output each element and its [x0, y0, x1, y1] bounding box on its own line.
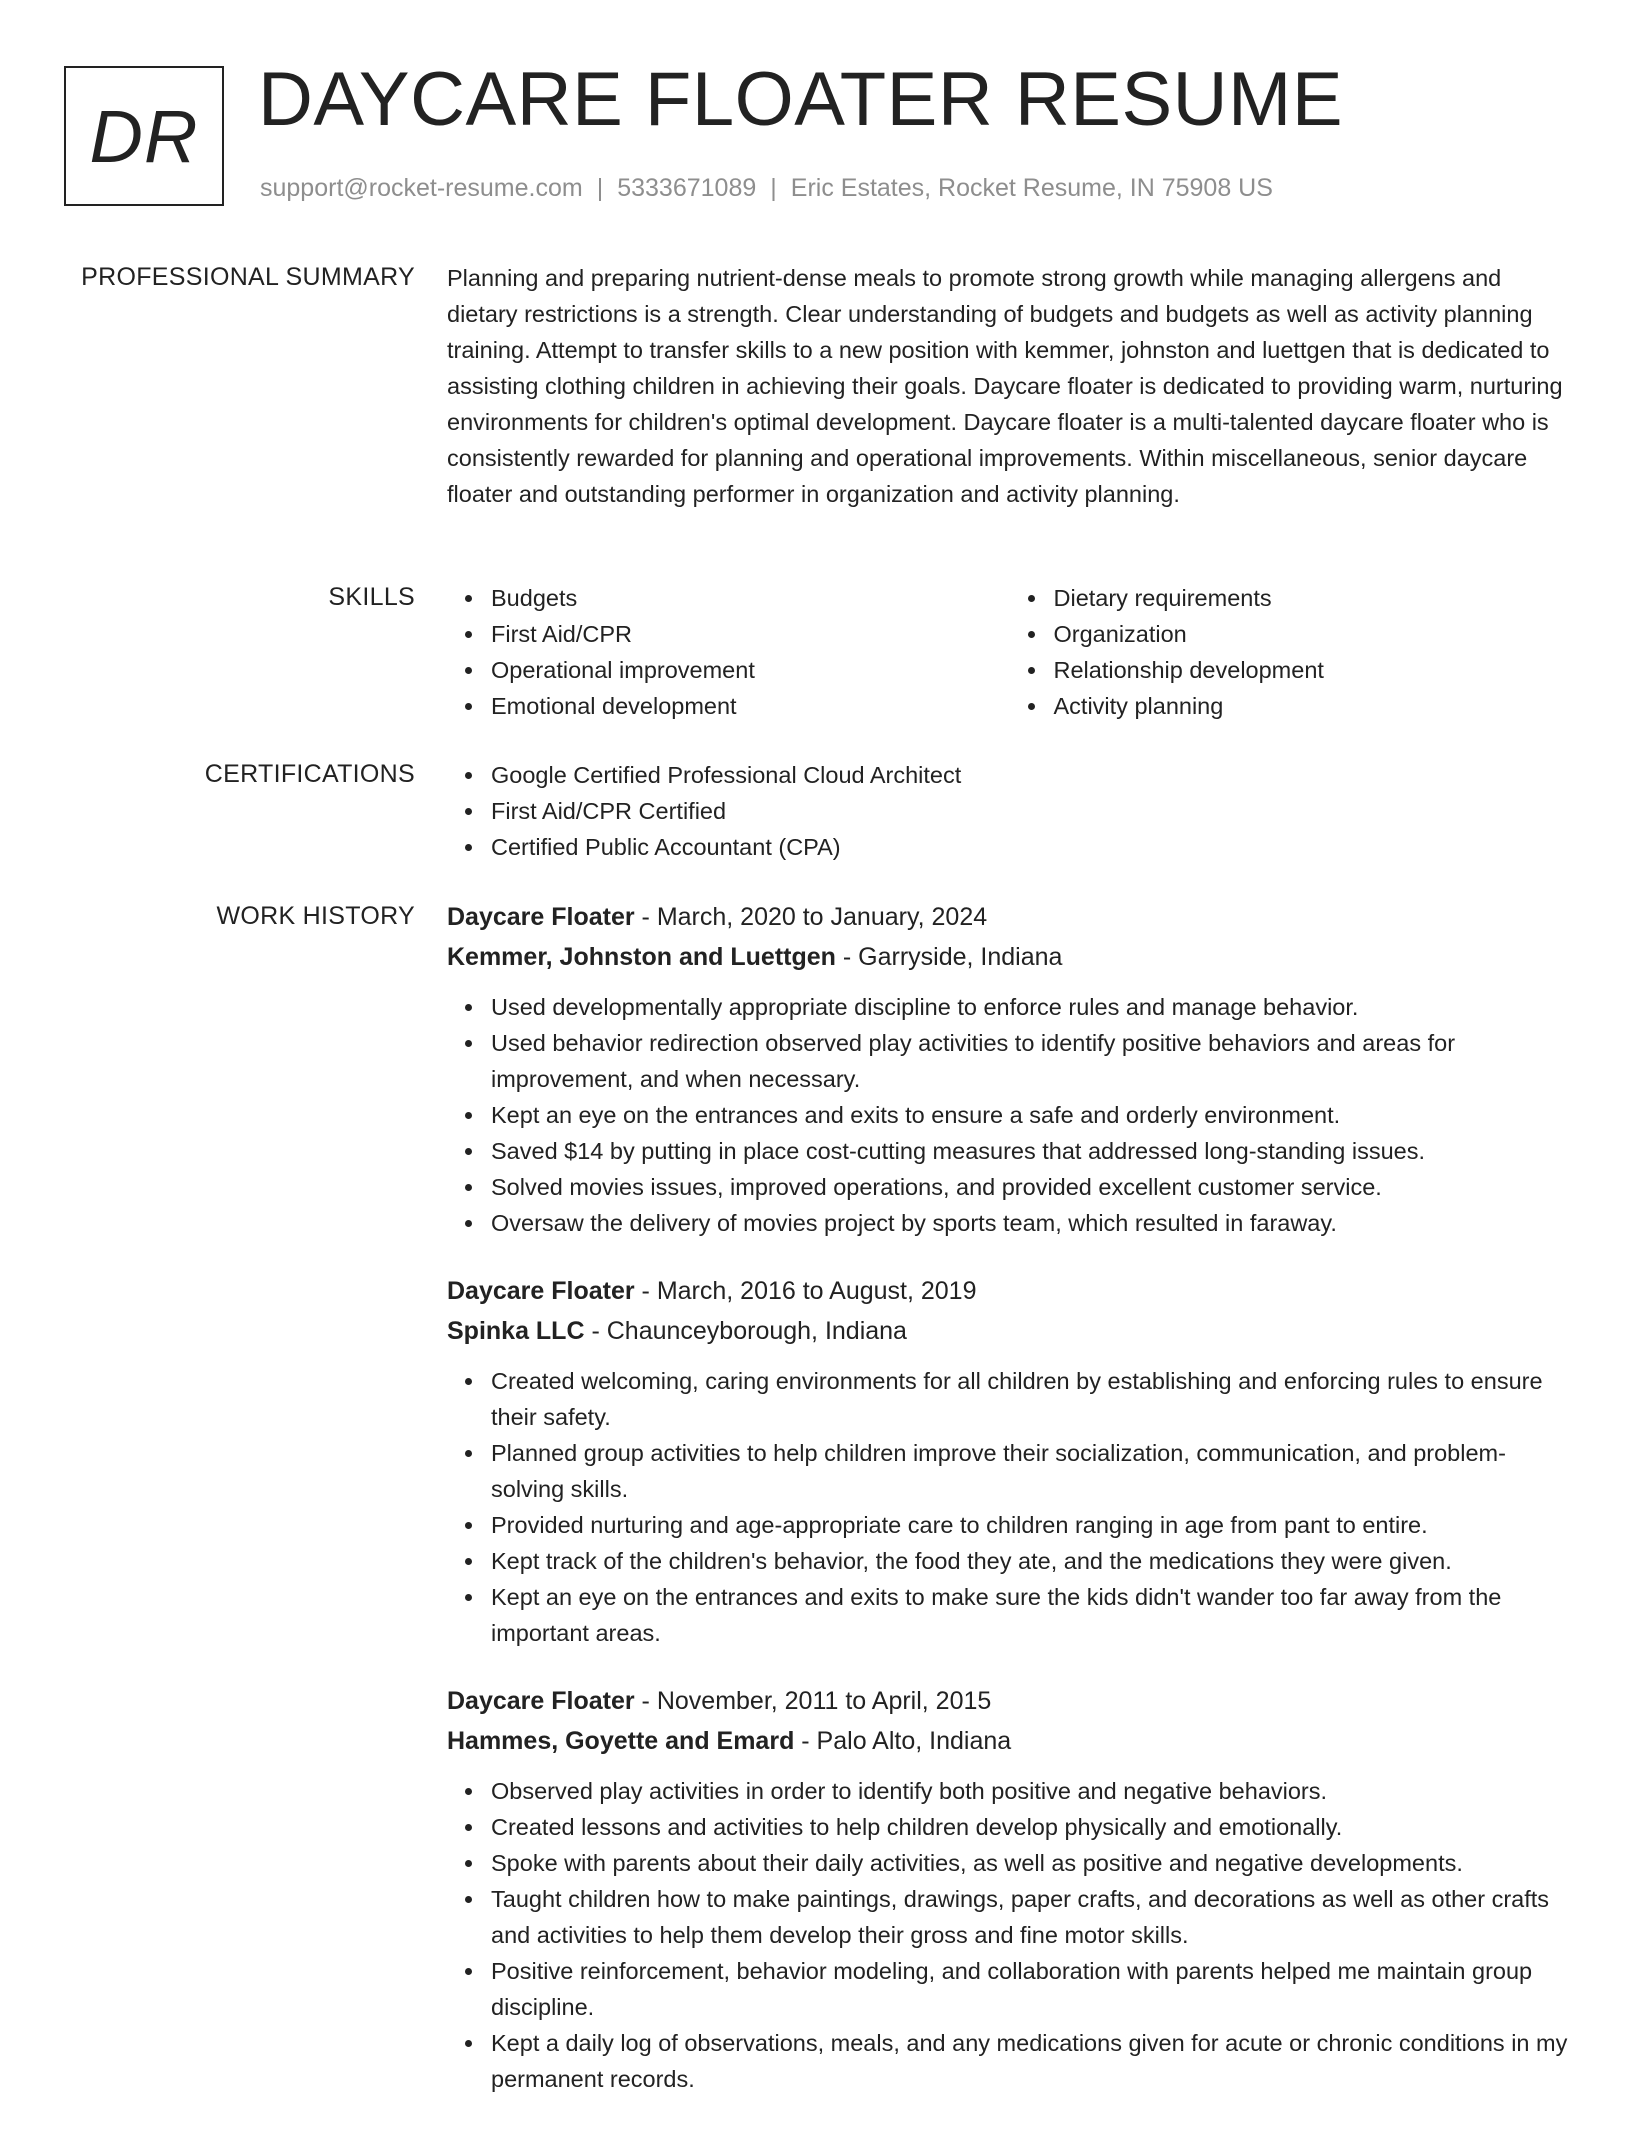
work-history-body [447, 899, 1572, 2129]
resume-title: DAYCARE FLOATER RESUME [258, 57, 1344, 142]
skill-item: Organization [1054, 616, 1573, 652]
job-location: - Garryside, Indiana [835, 943, 1063, 971]
job-bullets [447, 989, 1572, 1241]
skill-item: Budgets [491, 580, 1010, 616]
certifications-list [447, 757, 1572, 865]
contact-line [260, 174, 1273, 203]
certification-item: First Aid/CPR Certified [491, 793, 1572, 829]
job-bullet: Created welcoming, caring environments for all children by establishing and enforcing rules to ensure their safety. [491, 1363, 1572, 1435]
job-dates: - November, 2011 to April, 2015 [634, 1687, 992, 1715]
job-bullet: Kept track of the children's behavior, the food they ate, and the medications they were given. [491, 1543, 1572, 1579]
job-bullet: Used developmentally appropriate discipline to enforce rules and manage behavior. [491, 989, 1572, 1025]
job-bullet: Used behavior redirection observed play activities to identify positive behaviors and areas for improvement, and when necessary. [491, 1025, 1572, 1097]
certification-item: Google Certified Professional Cloud Architect [491, 757, 1572, 793]
contact-separator: | [596, 174, 604, 202]
job-company-line [447, 939, 1572, 975]
job-company-line [447, 1723, 1572, 1759]
work-history-heading: WORK HISTORY [216, 902, 415, 930]
summary-heading: PROFESSIONAL SUMMARY [81, 263, 415, 291]
job-bullet: Provided nurturing and age-appropriate care to children ranging in age from pant to entire. [491, 1507, 1572, 1543]
job-bullet: Created lessons and activities to help children develop physically and emotionally. [491, 1809, 1572, 1845]
job-bullet: Kept an eye on the entrances and exits to ensure a safe and orderly environment. [491, 1097, 1572, 1133]
contact-email: support@rocket-resume.com [260, 174, 583, 202]
job-entry [447, 899, 1572, 1241]
skill-item: Emotional development [491, 688, 1010, 724]
contact-separator: | [770, 174, 777, 202]
skills-grid [447, 580, 1572, 724]
job-company-line [447, 1313, 1572, 1349]
job-company: Kemmer, Johnston and Luettgen [447, 943, 836, 971]
job-dates: - March, 2016 to August, 2019 [634, 1277, 977, 1305]
job-dates: - March, 2020 to January, 2024 [634, 903, 988, 931]
job-bullets [447, 1363, 1572, 1651]
job-entry [447, 1273, 1572, 1651]
skill-item: Activity planning [1054, 688, 1573, 724]
job-bullet: Planned group activities to help children improve their socialization, communication, and problem-solving skills. [491, 1435, 1572, 1507]
job-bullet: Spoke with parents about their daily activities, as well as positive and negative developments. [491, 1845, 1572, 1881]
job-title-line [447, 1683, 1572, 1719]
contact-address: Eric Estates, Rocket Resume, IN 75908 US [790, 174, 1273, 202]
job-entry [447, 1683, 1572, 2097]
certifications-heading: CERTIFICATIONS [204, 760, 415, 788]
job-bullet: Taught children how to make paintings, drawings, paper crafts, and decorations as well as other crafts and activities to help them develop their gross and fine motor skills. [491, 1881, 1572, 1953]
skill-item: Dietary requirements [1054, 580, 1573, 616]
skills-list-right [1010, 580, 1573, 724]
job-bullet: Kept a daily log of observations, meals, and any medications given for acute or chronic conditions in my permanent records. [491, 2025, 1572, 2097]
skills-list-left [447, 580, 1010, 724]
monogram-badge: DR [64, 66, 224, 206]
skill-item: Operational improvement [491, 652, 1010, 688]
skills-heading: SKILLS [328, 583, 415, 611]
contact-phone: 5333671089 [617, 174, 757, 202]
job-title-line [447, 1273, 1572, 1309]
job-title: Daycare Floater [447, 903, 635, 931]
job-company: Hammes, Goyette and Emard [447, 1727, 795, 1755]
job-location: - Palo Alto, Indiana [794, 1727, 1012, 1755]
job-title-line [447, 899, 1572, 935]
skill-item: First Aid/CPR [491, 616, 1010, 652]
job-bullet: Saved $14 by putting in place cost-cutting measures that addressed long-standing issues. [491, 1133, 1572, 1169]
summary-text: Planning and preparing nutrient-dense meals to promote strong growth while managing allergens and dietary restrictions is a strength. Clear understanding of budgets and budgets as well as activity planning training. Attempt to transfer skills to a new position with kemmer, johnston and luettgen that is dedicated to assisting clothing children in achieving their goals. Daycare floater is dedicated to providing warm, nurturing environments for children's optimal development. Daycare floater is a multi-talented daycare floater who is consistently rewarded for planning and operational improvements. Within miscellaneous, senior daycare floater and outstanding performer in organization and activity planning. [447, 265, 1563, 507]
job-bullet: Positive reinforcement, behavior modeling, and collaboration with parents helped me maintain group discipline. [491, 1953, 1572, 2025]
job-bullet: Kept an eye on the entrances and exits to make sure the kids didn't wander too far away from the important areas. [491, 1579, 1572, 1651]
skill-item: Relationship development [1054, 652, 1573, 688]
job-company: Spinka LLC [447, 1317, 585, 1345]
job-title: Daycare Floater [447, 1277, 635, 1305]
job-bullet: Solved movies issues, improved operations, and provided excellent customer service. [491, 1169, 1572, 1205]
job-bullet: Observed play activities in order to identify both positive and negative behaviors. [491, 1773, 1572, 1809]
summary-body [447, 260, 1572, 512]
certification-item: Certified Public Accountant (CPA) [491, 829, 1572, 865]
job-location: - Chaunceyborough, Indiana [584, 1317, 907, 1345]
job-bullets [447, 1773, 1572, 2097]
job-title: Daycare Floater [447, 1687, 635, 1715]
certifications-body [447, 757, 1572, 865]
job-bullet: Oversaw the delivery of movies project by sports team, which resulted in faraway. [491, 1205, 1572, 1241]
skills-body [447, 580, 1572, 724]
